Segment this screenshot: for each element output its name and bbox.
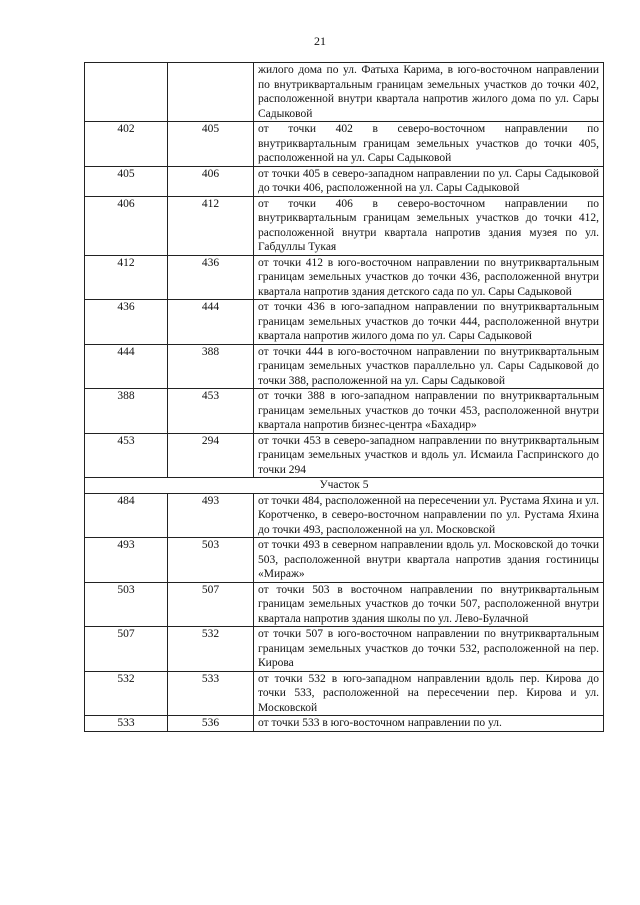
boundary-description: от точки 412 в юго-восточном направлении по внутриквартальным границам земельных участков до точки 436, расположенной внутри квартала напротив здания детского сада по ул. Сары Садыковой bbox=[254, 255, 604, 300]
point-from: 503 bbox=[85, 582, 168, 627]
boundary-description: от точки 436 в юго-западном направлении по внутриквартальным границам земельных участков до точки 444, расположенной внутри квартала напротив жилого дома по ул. Сары Садыковой bbox=[254, 300, 604, 345]
table-row bbox=[85, 627, 604, 672]
section-header-row bbox=[85, 478, 604, 494]
table-row bbox=[85, 538, 604, 583]
boundary-description-table bbox=[84, 62, 604, 732]
table-row bbox=[85, 166, 604, 196]
point-to: 436 bbox=[168, 255, 254, 300]
boundary-description: от точки 503 в восточном направлении по внутриквартальным границам земельных участков до точки 507, расположенной внутри квартала напротив здания школы по ул. Лево-Булачной bbox=[254, 582, 604, 627]
point-from: 484 bbox=[85, 493, 168, 538]
table-row bbox=[85, 433, 604, 478]
boundary-description: от точки 532 в юго-западном направлении вдоль пер. Кирова до точки 533, расположенной на пересечении пер. Кирова и ул. Московской bbox=[254, 671, 604, 716]
point-from: 405 bbox=[85, 166, 168, 196]
table-row bbox=[85, 671, 604, 716]
table-row bbox=[85, 255, 604, 300]
point-from bbox=[85, 63, 168, 122]
point-from: 402 bbox=[85, 122, 168, 167]
page-number: 21 bbox=[314, 34, 326, 48]
boundary-description: от точки 402 в северо-восточном направлении по внутриквартальным границам земельных участков до точки 405, расположенной на ул. Сары Садыковой bbox=[254, 122, 604, 167]
table-row bbox=[85, 716, 604, 732]
point-to: 453 bbox=[168, 389, 254, 434]
point-to: 294 bbox=[168, 433, 254, 478]
point-from: 493 bbox=[85, 538, 168, 583]
table-row bbox=[85, 63, 604, 122]
point-to: 406 bbox=[168, 166, 254, 196]
point-from: 436 bbox=[85, 300, 168, 345]
point-to bbox=[168, 63, 254, 122]
point-from: 406 bbox=[85, 196, 168, 255]
boundary-description: от точки 493 в северном направлении вдоль ул. Московской до точки 503, расположенной внутри квартала напротив здания гостиницы «Мираж» bbox=[254, 538, 604, 583]
point-from: 453 bbox=[85, 433, 168, 478]
boundary-description: от точки 484, расположенной на пересечении ул. Рустама Яхина и ул. Коротченко, в северо-восточном направлении по ул. Рустама Яхина до точки 493, расположенной на ул. Московской bbox=[254, 493, 604, 538]
boundary-description: от точки 444 в юго-восточном направлении по внутриквартальным границам земельных участков параллельно ул. Сары Садыковой до точки 388, расположенной на ул. Сары Садыковой bbox=[254, 344, 604, 389]
table-row bbox=[85, 344, 604, 389]
point-to: 405 bbox=[168, 122, 254, 167]
table-row bbox=[85, 196, 604, 255]
point-to: 532 bbox=[168, 627, 254, 672]
boundary-description: от точки 405 в северо-западном направлении по ул. Сары Садыковой до точки 406, расположенной на ул. Сары Садыковой bbox=[254, 166, 604, 196]
section-title: Участок 5 bbox=[85, 478, 604, 494]
point-to: 493 bbox=[168, 493, 254, 538]
table-row bbox=[85, 582, 604, 627]
point-from: 412 bbox=[85, 255, 168, 300]
table-row bbox=[85, 389, 604, 434]
boundary-description: от точки 388 в юго-западном направлении по внутриквартальным границам земельных участков до точки 453, расположенной внутри квартала напротив бизнес-центра «Бахадир» bbox=[254, 389, 604, 434]
table-row bbox=[85, 300, 604, 345]
point-from: 533 bbox=[85, 716, 168, 732]
point-to: 444 bbox=[168, 300, 254, 345]
point-from: 444 bbox=[85, 344, 168, 389]
boundary-description: от точки 507 в юго-восточном направлении по внутриквартальным границам земельных участков до точки 532, расположенной на пер. Кирова bbox=[254, 627, 604, 672]
point-from: 388 bbox=[85, 389, 168, 434]
point-to: 412 bbox=[168, 196, 254, 255]
boundary-description: от точки 453 в северо-западном направлении по внутриквартальным границам земельных участков и вдоль ул. Исмаила Гаспринского до точки 294 bbox=[254, 433, 604, 478]
table-row bbox=[85, 493, 604, 538]
boundary-description: от точки 533 в юго-восточном направлении по ул. bbox=[254, 716, 604, 732]
boundary-description: жилого дома по ул. Фатыха Карима, в юго-восточном направлении по внутриквартальным границам земельных участков до точки 402, расположенной внутри квартала напротив жилого дома по ул. Сары Садыковой bbox=[254, 63, 604, 122]
boundary-description: от точки 406 в северо-восточном направлении по внутриквартальным границам земельных участков до точки 412, расположенной внутри квартала напротив здания музея по ул. Габдуллы Тукая bbox=[254, 196, 604, 255]
point-to: 533 bbox=[168, 671, 254, 716]
point-to: 507 bbox=[168, 582, 254, 627]
table-row bbox=[85, 122, 604, 167]
point-to: 388 bbox=[168, 344, 254, 389]
point-to: 503 bbox=[168, 538, 254, 583]
point-to: 536 bbox=[168, 716, 254, 732]
point-from: 507 bbox=[85, 627, 168, 672]
point-from: 532 bbox=[85, 671, 168, 716]
